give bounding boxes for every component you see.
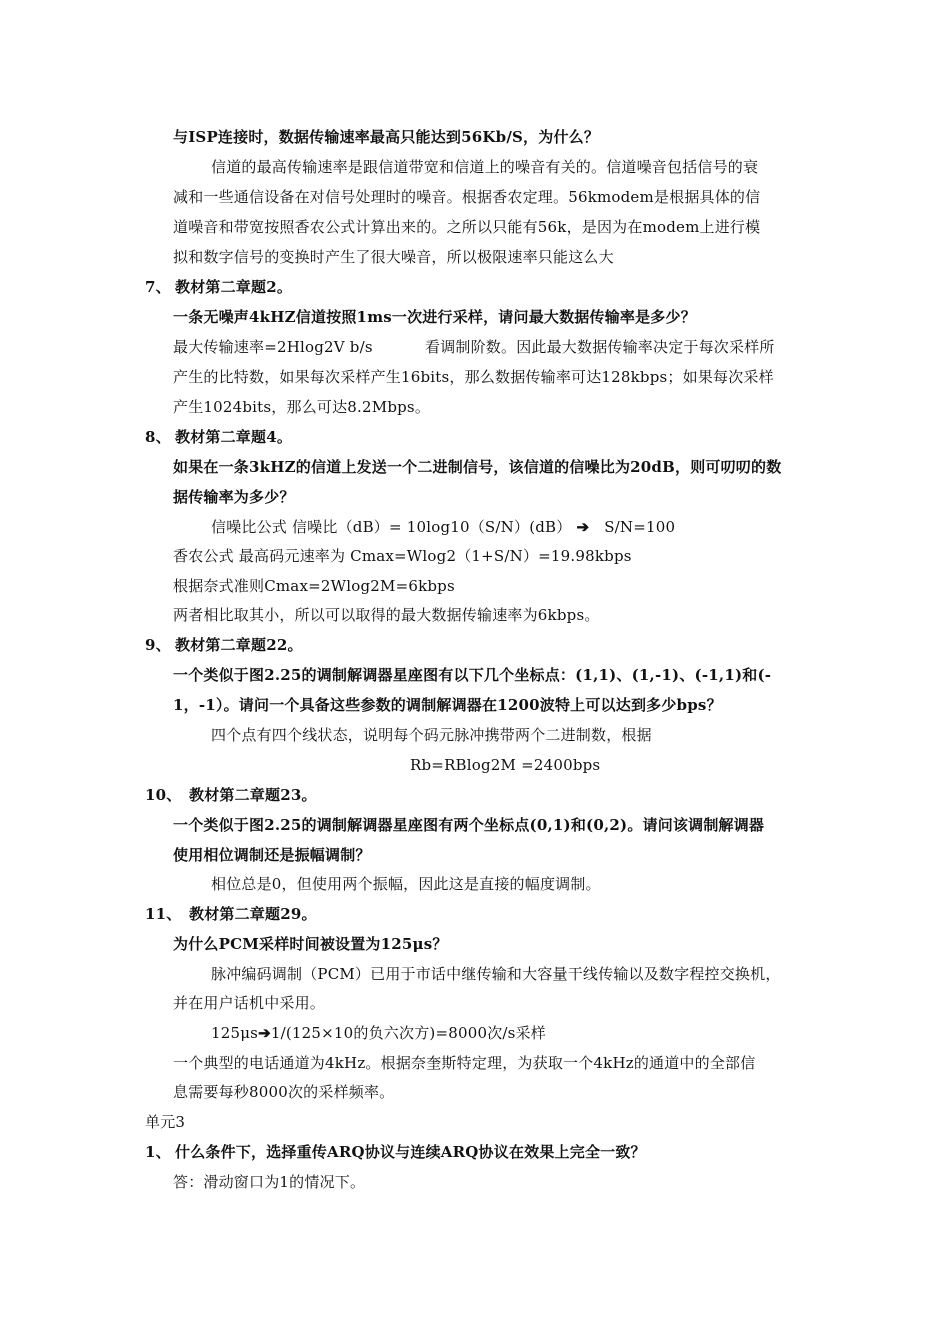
question-title: 教材第二章题4。 [175,428,293,446]
answer-text: 道噪音和带宽按照香农公式计算出来的。之所以只能有56k，是因为在modem上进行模 [173,218,761,236]
question-heading-11 [145,904,317,924]
question-text: 1，-1）。请问一个具备这些参数的调制解调器在1200波特上可以达到多少bps？ [173,696,722,714]
answer-formula: 根据奈式准则Cmax=2Wlog2M=6kbps [173,577,455,595]
answer-text: 产生1024bits，那么可达8.2Mbps。 [173,398,431,416]
answer-text: 一个典型的电话通道为4kHz。根据奈奎斯特定理，为获取一个4kHz的通道中的全部信 [173,1054,756,1072]
arrow-icon: ➔ [576,518,590,536]
question-text: 一个类似于图2.25的调制解调器星座图有两个坐标点(0,1)和(0,2)。请问该调制解调器 [173,816,765,834]
question-text: 与ISP连接时，数据传输速率最高只能达到56Kb/S，为什么？ [173,128,600,146]
question-text: 一条无噪声4kHZ信道按照1ms一次进行采样，请问最大数据传输率是多少？ [173,308,696,326]
answer-text: 拟和数字信号的变换时产生了很大噪音，所以极限速率只能这么大 [173,248,614,266]
question-number: 9、 [145,636,171,654]
answer-text: 两者相比取其小，所以可以取得的最大数据传输速率为6kbps。 [173,606,600,624]
question-number: 11、 [145,905,182,923]
question-heading-8 [145,427,292,447]
unit-heading: 单元3 [145,1113,186,1131]
formula-result: 1/(125×10的负六次方)=8000次/s采样 [270,1024,546,1042]
question-title: 什么条件下，选择重传ARQ协议与连续ARQ协议在效果上完全一致？ [175,1143,646,1161]
answer-formula: 最大传输速率=2Hlog2V b/s [173,338,373,356]
answer-text: 并在用户话机中采用。 [173,994,326,1012]
arrow-icon: ➔ [258,1024,271,1042]
question-text: 据传输率为多少？ [173,488,295,506]
formula-result: S/N=100 [604,518,676,536]
question-number: 1、 [145,1143,171,1161]
question-text: 使用相位调制还是振幅调制？ [173,846,371,864]
question-text: 一个类似于图2.25的调制解调器星座图有以下几个坐标点：(1,1)、(1,-1)、(-1,1)和(- [173,666,772,684]
formula-text: 125μs [211,1024,259,1042]
question-heading-10 [145,785,317,805]
question-number: 7、 [145,278,171,296]
answer-formula: Rb=RBlog2M =2400bps [410,756,601,774]
answer-text: 息需要每秒8000次的采样频率。 [173,1083,395,1101]
answer-text: 产生的比特数，如果每次采样产生16bits，那么数据传输率可达128kbps；如果每次采样 [173,368,774,386]
formula-text: 信噪比公式 信噪比（dB）= 10log10（S/N）(dB） [211,518,572,536]
answer-formula [211,1023,546,1043]
answer-text: 看调制阶数。因此最大数据传输率决定于每次采样所 [425,338,775,356]
question-title: 教材第二章题2。 [175,278,293,296]
question-heading-unit3-1 [145,1142,646,1162]
question-text: 如果在一条3kHZ的信道上发送一个二进制信号，该信道的信噪比为20dB，则可叨叨的数 [173,458,782,476]
question-text: 为什么PCM采样时间被设置为125μs？ [173,935,448,953]
answer-formula [211,517,675,537]
question-title: 教材第二章题29。 [189,905,317,923]
answer-text: 信道的最高传输速率是跟信道带宽和信道上的噪音有关的。信道噪音包括信号的衰 [211,158,759,176]
answer-text: 相位总是0，但使用两个振幅，因此这是直接的幅度调制。 [211,875,601,893]
question-number: 10、 [145,786,182,804]
answer-text: 答：滑动窗口为1的情况下。 [173,1173,366,1191]
answer-text: 脉冲编码调制（PCM）已用于市话中继传输和大容量干线传输以及数字程控交换机， [211,965,781,983]
answer-formula: 香农公式 最高码元速率为 Cmax=Wlog2（1+S/N）=19.98kbps [173,547,632,565]
answer-text: 四个点有四个线状态，说明每个码元脉冲携带两个二进制数，根据 [211,726,652,744]
question-number: 8、 [145,428,171,446]
answer-text: 减和一些通信设备在对信号处理时的噪音。根据香农定理。56kmodem是根据具体的信 [173,188,761,206]
question-title: 教材第二章题22。 [175,636,303,654]
question-heading-9 [145,635,303,655]
question-heading-7 [145,277,292,297]
question-title: 教材第二章题23。 [189,786,317,804]
